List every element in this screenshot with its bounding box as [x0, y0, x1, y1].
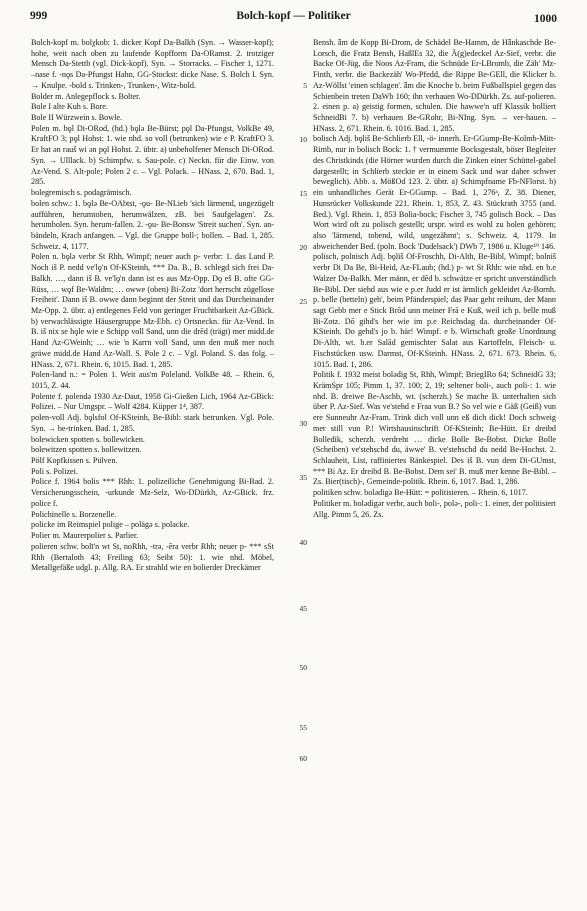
- entry-bolisch: bolisch Adj. bǫliš Be-Schlierb Ell, -ö- innerh. Er-GGump-Be-Kolmb-Mitt-Rimb, nur in bolisch Bock: 1. † vermummte Bocksgestalt, böser Begleiter des Christkinds (die Hörner wurden durch die Zinken einer Schüttel-gabel dargestellt; in Schlierb steckte er in einem Sack und war daher schwer beweglich). Abb. s. MößOd 123. 2. übtr. a) Schimpfname Fb-NFlorst. b) ein unhandliches Gerät Er-GGump. – Bad. 1, 276ᵃ, Z. 38. Diener, Hunsrücker Volkskunde 221. Rhein. 1, 853, Z. 43. Stückrath 3755 (and. Bed.). Vgl. Rhein. 1, 853 Bolia-bock; Fischer 3, 745 golisch Bock. – Das Wort wird oft zu polisch gestellt; urspr. wird es wohl zu bolen gehören; also 'lärmend, tobend, wild, ungezähmt'; s. Schweiz. 4, 1179. In abweichender Bed. (poln. Bock 'Dudelsack') DWb 7, 1986 u. Kluge¹⁹ 146.: [313, 134, 556, 251]
- line-number: 30: [299, 419, 307, 428]
- entry-polieren: polieren schw. bolī'n wt St, noRhh, -trə, -ēra verbr Rhh; neuer p- *** sSt Rhh (Bertaloth 43; Freiling 63; Seibt 50): 1. wie nhd. Möbel, Metallgefäße udgl. p. Allg. RA. Er strahld wie en bolierder Dreckämer: [31, 541, 274, 573]
- entry-pole: Polen m. bǫl Di-ORod, (hd.) bǫlə Be-Bürst; pǫl Da-Pfungst, VolkBe 49, KraftFO 3; pǫl Hohst: 1. wie nhd. so voll (betrunken) wie e P. KraftFO 3. Er hat ən rauš wi ən pǫl Hohst. 2. übtr. a) unbeholfener Mensch Di-ORod. Syn. → Ulllack. b) Schimpfw. s. Sau-pole. c) Neckn. für die Einw. von Az-Vend. S. Alt-pole; Polen 2 c. – Vgl. Polack. – HNass. 2, 670. Bad. 1, 285.: [31, 123, 274, 187]
- line-number: 10: [299, 135, 307, 144]
- entry-polen: Polen n. bǫlə verbr St Rhh, Wimpf; neuer auch p- verbr: 1. das Land P. Noch iš P. nedd ve'lǫ'n Of-KSteinh, *** Da. B., B. schlegd sich frei Da-Balkh. …, dann iš B. ve'lǫ'n dann ist es aus Mz-Opp. Dǫ eš B. ofte GG-Rüss, … wǫf Be-Waldm; … owwe (oben) Bi-Zotz 'dort herrscht zügellose Freiheit'. Dann iš B. owwe dann beginnt der Streit und das Durcheinander Mz-Opp. 2. übtr. a) entlegenes Feld von geringer Fruchtbarkeit Az-GBick. b) verwachlässigte Häusergruppe Mz-Ebh. c) Ortsneckn. für Az-Vend. In B. iš nix se hǫle wie e Schipp voll Sand, unn die drēd (trägt) mer midd.de Hand Az-GWeinh; … wie 'n Karrn voll Sand, unn den muß mer noch gräwe midd.de Hand Az-Wall. S. Pole 2 c. – Vgl. Poland. S. das folg. – HNass. 2, 671. Rhein. 6, 1015. Bad. 1, 285.: [31, 252, 274, 369]
- entry-polisch: polisch, polnisch Adj. bǫliš Of-Froschh, Di-Alth, Be-Bibl, Wimpf; bolniš verbr Di Da Be, Bi-Heid, Az-FLaub; (hd.) p- wt St Rhh: wie nhd. en b.e Walzer Da-Balkh. Mer männ, er dēd b. schwätze er spricht unverständlich Be-Bibl. Der siehd aus wie e p.er Judd er ist ärmlich gekleidet Az-Bornh. p. belle (betteln) geh', beim Pfänderspiel; das Paar geht reihum, der Mann sagt Gebb mer e Stick Brōd unn meiner Frā e Kuß, weil ich p. belle muß Bi-Zotz. Dō gihd's her wie im p.e Reichsdag da. durcheinander Of-KSteinh. Do gehd's jo b. här! Wimpf. e b. Wirtschaft große Unordnung Di-Alth, wt. b.er Salād gemischter Salat aus Kartoffeln, Fleisch- u. Fischstücken usw. Darmst, Of-KSteinh. HNass. 2, 671. 673. Rhein. 6, 1015. Bad. 1, 286.: [313, 252, 556, 369]
- page-number-left: 999: [30, 10, 48, 22]
- entry-bolegremisch: bolegremisch s. podagrämisch.: [31, 188, 132, 198]
- line-number: 50: [299, 663, 307, 672]
- entry-bolch-kopf: Bolch-kopf m. bolχkob: 1. dicker Kopf Da-Balkh (Syn. → Wasser-kopf); hohe, weit nach oben zu laufende Kopfform Da-ORamst. 2. trotziger Mensch Da-Stettb (vgl. Dick-kopf). Syn. → Storracks. – Fischer 1, 1271. –nase f. -nǫs Da-Pfungst Hahn, GG-Stockst: dicke Nase. S. Bolch I. Syn. → Knulpe. -bold s. Trinken-, Trunken-, Witz-bold.: [31, 38, 274, 90]
- line-number: 40: [299, 538, 307, 547]
- entry-poli: Poli s. Polizei.: [31, 466, 78, 476]
- right-column: [313, 38, 556, 900]
- entry-bole-1: Bole I alte Kuh s. Bore.: [31, 102, 108, 112]
- line-number-gutter: [281, 38, 307, 900]
- left-column: [31, 38, 274, 900]
- line-number: 55: [299, 723, 307, 732]
- entry-politik: Politik f. 1932 meist bolədig St, Rhh, Wimpf; BriegIRo 64; SchneidG 33; KrämSpr 105; Pimm 1, 37. 100; 2, 19; seltener boli-, auch poli-: 1. wie nhd. B. dreiwe Be-Aschb, wt. (scherzh.) Se mache B. unterhalten sich über P. Az-Sief. Was ve'stehd e Fraa vun B.? So vel wie e Gäß (Geiß) vun ere Sunneuhr Az-Fram. Trink dich voll unn eß dich dick! Doch schweig mer still vun P.! Wirtshausinschrift Of-KSteinh; Be-Hütt. Er dreibd Bolledik, scherzh. verdreht … dicke Bolle Be-Bobst. Dicke Bolle (Scheiben) ve'stehschd du, äwwe' B. ve'stehschd du nedd Be-Hochst. 2. Schlauheit, List, raffiniertes Ränkespiel. Des iš B. vun dem Di-GUmst, *** Bi Az. Er dreibd B. Be-Bobst. Dem sei' B. muß mer kenne Be-Bibl. – Zs. Bier(tisch)-, Gemeinde-politik. Rhein. 6, 1017. Bad. 1, 286.: [313, 370, 556, 487]
- entry-bolewicken: bolewicken spotten s. bollewicken.: [31, 434, 145, 444]
- entry-polichinelle: Polichinelle s. Borzenelle.: [31, 509, 117, 519]
- entry-polier: Polier m. Maurerpolier s. Parlier.: [31, 531, 139, 541]
- entry-bolewitzen: bolewitzen spotten s. bollewitzen.: [31, 445, 142, 455]
- entry-politiker: Politiker m. bolədigər verbr, auch boli-, polə-, poli-: 1. einer, der politisiert Allg. Pimm 5, 26. Zs.: [313, 498, 556, 519]
- entry-polente: Polente f. polendə 1930 Az-Daut, 1958 Gi-Gießen Lich, 1964 Az-GBick: Polizei. – Nur Umgspr. – Wolf 4284. Küpper 1⁴, 387.: [31, 391, 274, 412]
- running-title: Bolch-kopf — Politiker: [236, 10, 351, 22]
- line-number: 15: [299, 189, 307, 198]
- line-number: 20: [299, 243, 307, 252]
- entry-policke: policke im Reimspiel polige – polägə s. polacke.: [31, 520, 190, 530]
- line-number: 45: [299, 604, 307, 613]
- entry-bolder: Bolder m. Anlegepflock s. Bolter.: [31, 91, 141, 101]
- entry-polen-voll: polen-voll Adj. bǫlsfol Of-KSteinh, Be-Bibl: stark betrunken. Vgl. Pole. Syn. → be-trinken. Bad. 1, 285.: [31, 413, 274, 433]
- entry-polieren-cont: Bensh. ǟm de Kopp Bi-Drom, de Schädel Be-Hamm, de Hǟnkaschde Be-Lorsch, die Fratz Bensh, HaßlEs 32, die Ä(g)edeckel Az-Sief, verbr. die Backe Of-Jüg, die Noos Az-Fram, die Schnüde Er-LBromb, die Zäh' Mz-Finth, verbr. die Backezäh' Wo-Pfedd, die Rippe Be-GEll, die Klicker b. Az-Wöllst 'einen schlagen'. ǟm die Knoche b. beim Fußballspiel gegen das Schienbein treten DaWb 160; ihn verhauen Wo-DDürkh. Zs. auf-polieren. 2. einen p. a) geistig formen, schulen. Die hawwe'n uff Klassik bolliert SchneidBi 7. b) verhauen Be-GRohr, Bi-NIng. Syn. → ver-hauen. – HNass. 2, 671. Rhein. 6. 1016. Bad. 1, 285.: [313, 38, 556, 133]
- entry-bole-2: Bole II Würzwein s. Bowle.: [31, 113, 123, 123]
- line-number: 5: [303, 81, 307, 90]
- line-number: 25: [299, 297, 307, 306]
- entry-police: Police f. 1964 bolis *** Rhh: 1. polizeiliche Genehmigung Bi-Bad. 2. Versicherungsschein, -urkunde Mz-Selz, Wo-DDürkh, Az-GBick. frz. police f.: [31, 477, 274, 508]
- entry-bolen: bolen schw.: 1. bǫlə Be-OAbtst, -ǫu- Be-NLieb 'sich lärmend, ungezügelt aufführen, herumtoben, herumwälzen, zB. bei Saufgelagen'. Zs. herumbolen. Syn. herum-fallen. 2. -ǫu- Be-Bonsw 'Streit suchen'. Syn. an-bändeln, Krach anfangen. – Vgl. die Gruppe boll-; bollen. – Bad. 1, 285. Schweiz. 4, 1177.: [31, 198, 274, 251]
- entry-polen-land: Polen-land n.: = Polen 1. Weit aus'm Poleland. VolkBe 48. – Rhein. 6, 1015, Z. 44.: [31, 370, 274, 390]
- page-number-right: 1000: [534, 13, 557, 25]
- line-number: 35: [299, 473, 307, 482]
- entry-poelf: Pölf Kopfkissen s. Pülven.: [31, 456, 118, 466]
- page-header: [30, 10, 557, 30]
- entry-politiken: politiken schw. bolədigə Be-Hütt: = politisieren. – Rhein. 6, 1017.: [313, 488, 528, 498]
- line-number: 60: [299, 754, 307, 763]
